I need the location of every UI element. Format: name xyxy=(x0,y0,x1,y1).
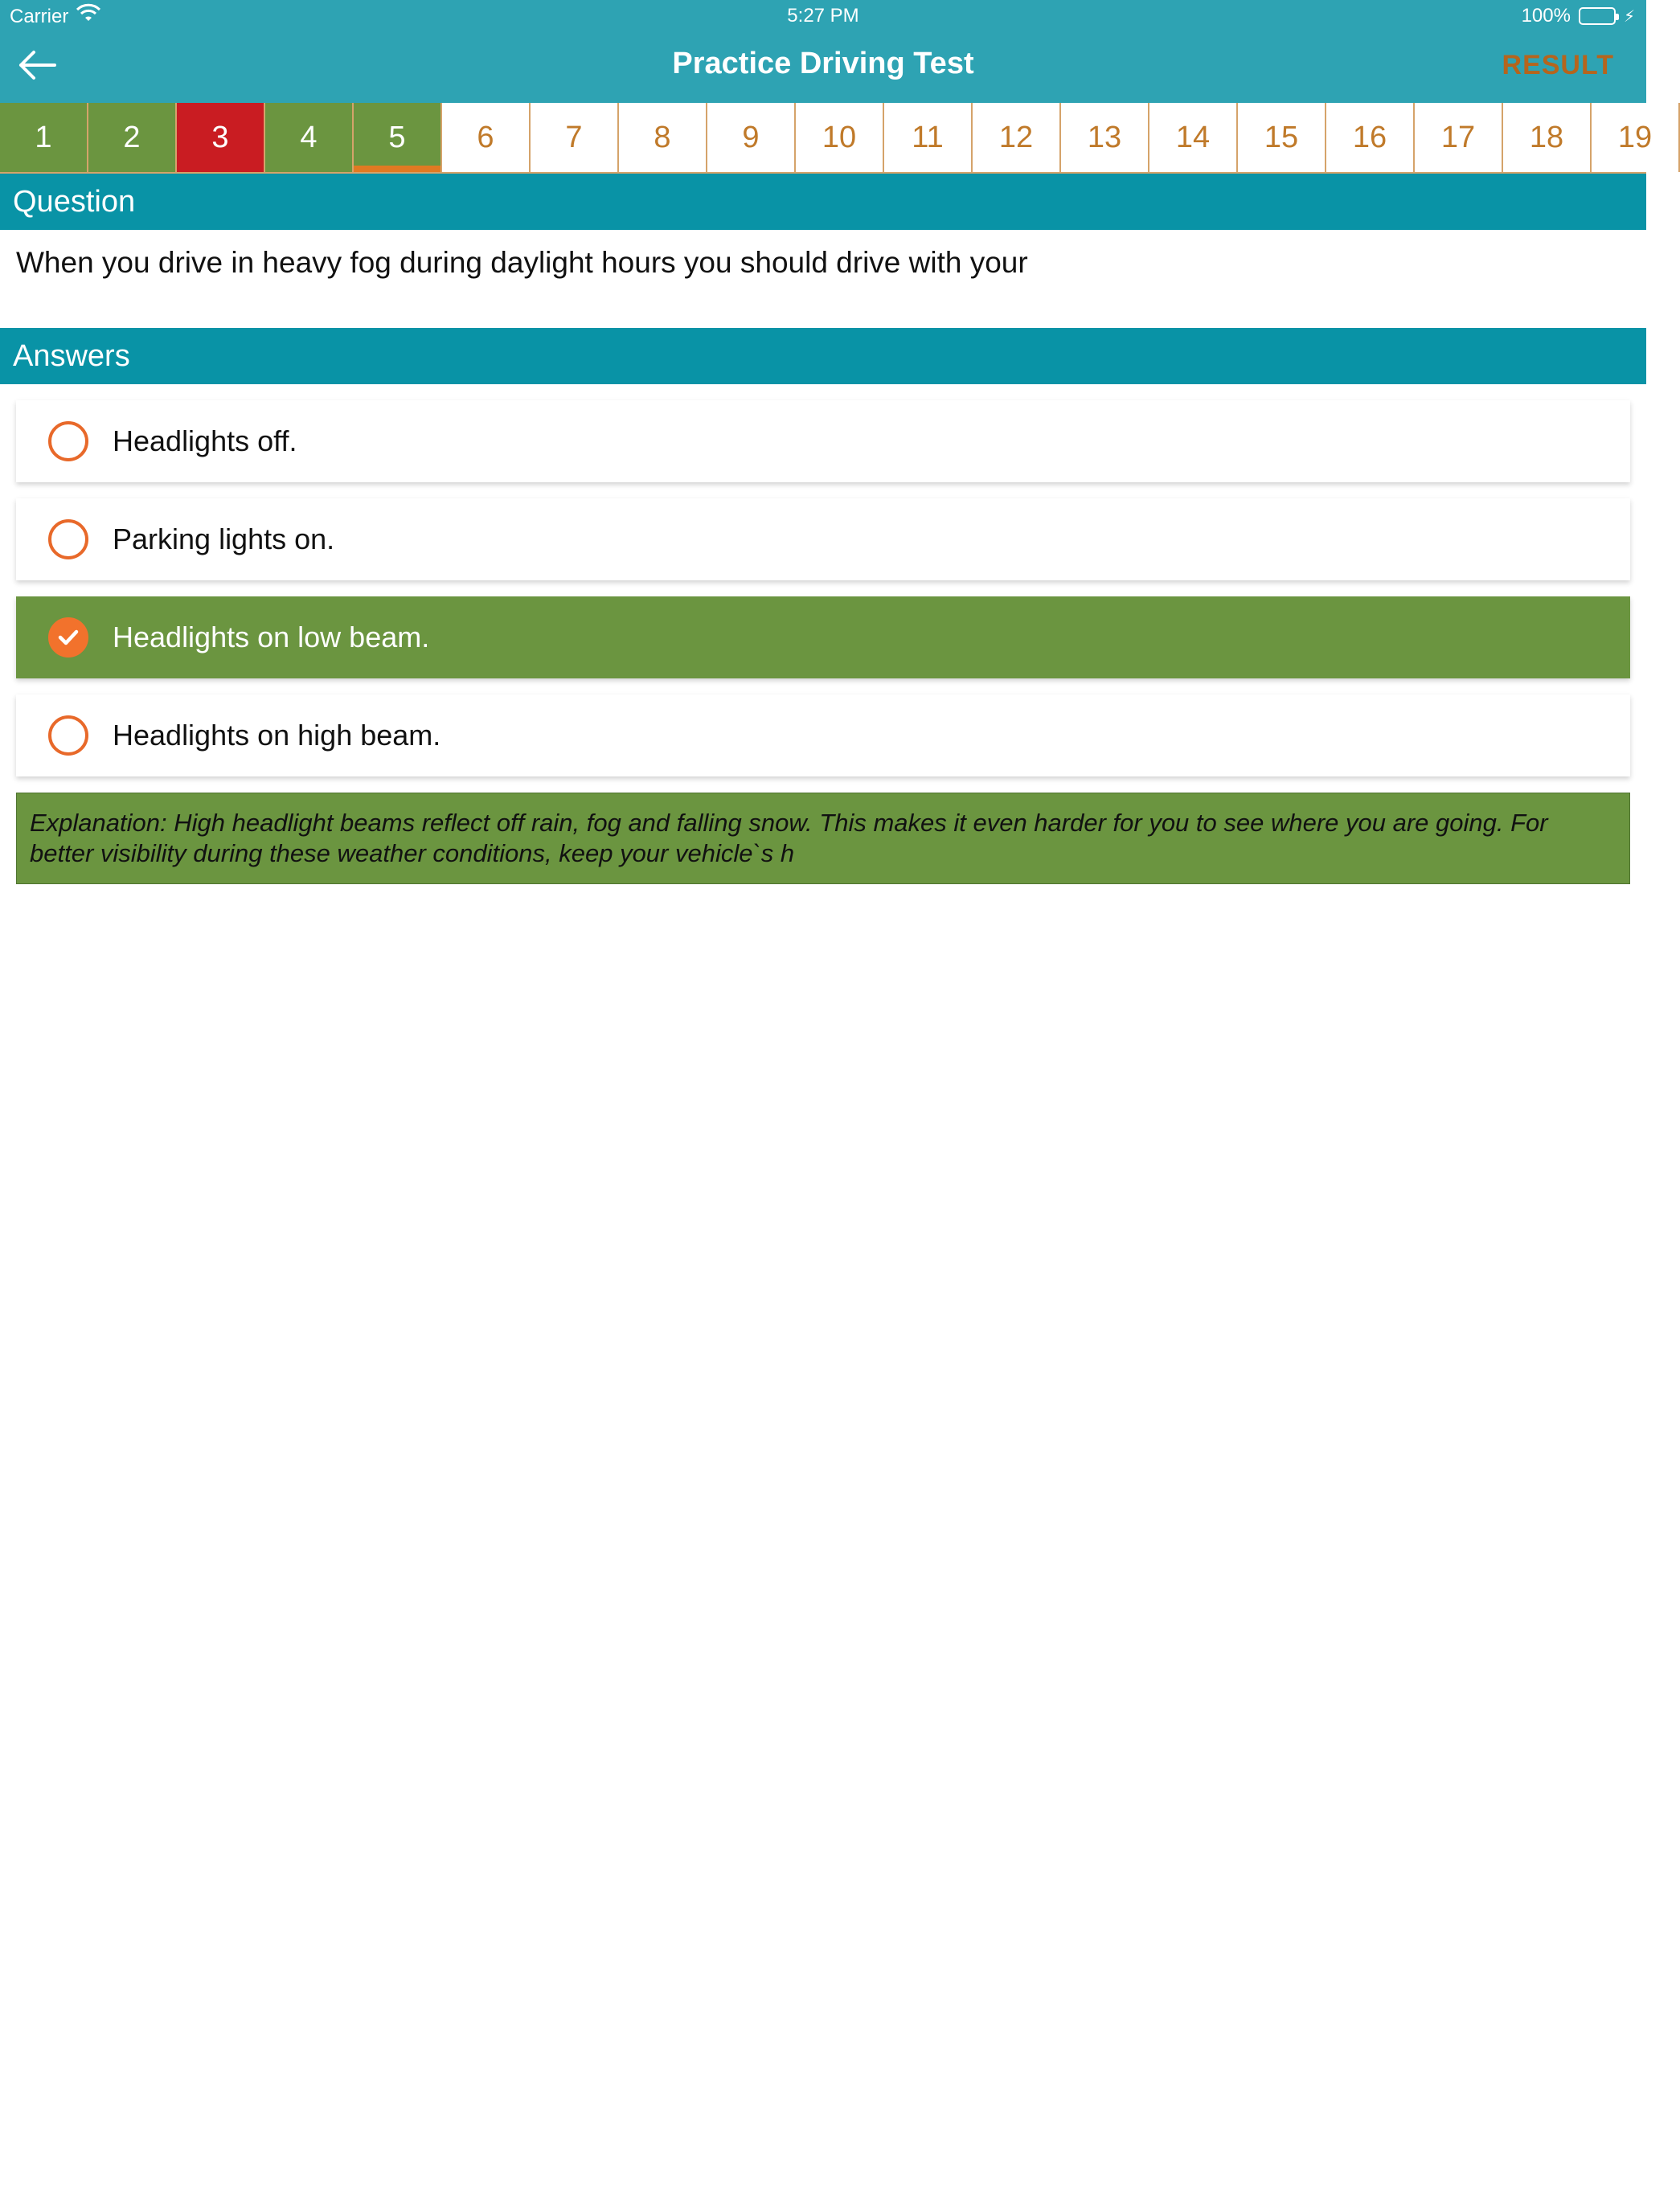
question-number-10[interactable]: 10 xyxy=(796,103,884,172)
radio-icon xyxy=(48,715,88,756)
nav-bar xyxy=(0,32,1646,103)
question-number-7[interactable]: 7 xyxy=(531,103,619,172)
question-number-12[interactable]: 12 xyxy=(973,103,1061,172)
question-number-17[interactable]: 17 xyxy=(1415,103,1503,172)
battery-percent: 100% xyxy=(1521,5,1571,27)
question-number-4[interactable]: 4 xyxy=(265,103,354,172)
question-number-9[interactable]: 9 xyxy=(707,103,796,172)
question-text: When you drive in heavy fog during daylight hours you should drive with your xyxy=(16,246,1028,279)
explanation-box: Explanation: High headlight beams reflect off rain, fog and falling snow. This makes it even harder for you to see where you are going. For better visibility during these weather conditions, keep your vehicle`s h xyxy=(16,793,1630,884)
radio-icon xyxy=(48,421,88,461)
status-bar xyxy=(0,0,1646,32)
check-icon xyxy=(48,617,88,658)
question-number-3[interactable]: 3 xyxy=(177,103,265,172)
answer-label: Headlights off. xyxy=(113,424,297,457)
question-number-5[interactable]: 5 xyxy=(354,103,442,172)
answer-option-4[interactable] xyxy=(16,694,1630,776)
question-number-18[interactable]: 18 xyxy=(1503,103,1592,172)
question-number-strip xyxy=(0,103,1653,174)
answer-label: Parking lights on. xyxy=(113,522,335,555)
answer-option-2[interactable] xyxy=(16,498,1630,580)
answers-heading: Answers xyxy=(13,338,130,373)
question-number-11[interactable]: 11 xyxy=(884,103,973,172)
result-button[interactable]: RESULT xyxy=(1502,50,1614,80)
answers-header xyxy=(0,328,1646,384)
answer-option-3[interactable] xyxy=(16,596,1630,678)
answer-option-1[interactable] xyxy=(16,400,1630,482)
question-number-1[interactable]: 1 xyxy=(0,103,88,172)
question-number-19[interactable]: 19 xyxy=(1592,103,1680,172)
question-number-13[interactable]: 13 xyxy=(1061,103,1149,172)
question-number-2[interactable]: 2 xyxy=(88,103,177,172)
battery-icon xyxy=(1579,7,1616,25)
radio-icon xyxy=(48,519,88,559)
status-time: 5:27 PM xyxy=(787,5,859,27)
question-number-8[interactable]: 8 xyxy=(619,103,707,172)
question-number-15[interactable]: 15 xyxy=(1238,103,1326,172)
carrier-label: Carrier xyxy=(10,5,69,27)
question-number-row xyxy=(0,103,1653,174)
top-bar xyxy=(0,0,1646,103)
answer-label: Headlights on high beam. xyxy=(113,719,441,752)
page-title: Practice Driving Test xyxy=(672,47,974,80)
question-number-14[interactable]: 14 xyxy=(1149,103,1238,172)
battery-info xyxy=(1522,5,1635,27)
question-number-6[interactable]: 6 xyxy=(442,103,531,172)
charging-icon: ⚡ xyxy=(1623,7,1635,26)
question-heading: Question xyxy=(13,184,136,219)
question-header xyxy=(0,174,1646,230)
answer-label: Headlights on low beam. xyxy=(113,621,430,653)
question-number-16[interactable]: 16 xyxy=(1326,103,1415,172)
